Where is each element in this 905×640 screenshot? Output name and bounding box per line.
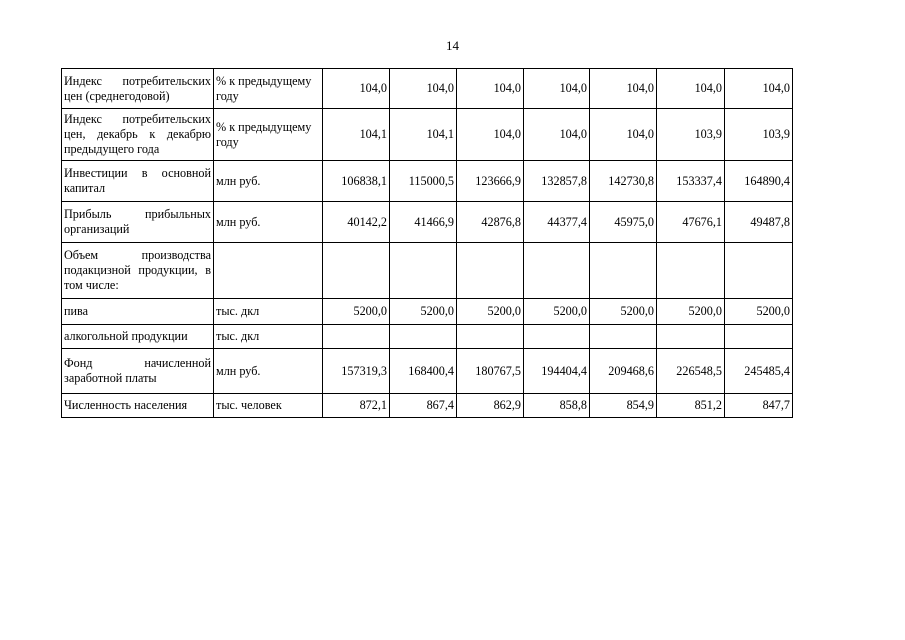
value-cell: 847,7 [725,394,793,418]
value-cell: 854,9 [590,394,657,418]
value-cell: 103,9 [657,109,725,161]
indicator-name: Численность населения [62,394,214,418]
indicator-unit [214,243,323,299]
value-cell: 104,1 [390,109,457,161]
value-cell: 103,9 [725,109,793,161]
table-row [62,243,793,299]
value-cell: 194404,4 [524,349,590,394]
indicator-name: Прибыль прибыльных организаций [62,202,214,243]
value-cell: 157319,3 [323,349,390,394]
value-cell: 104,0 [524,109,590,161]
value-cell: 5200,0 [457,299,524,325]
value-cell [390,243,457,299]
value-cell: 5200,0 [323,299,390,325]
value-cell [725,243,793,299]
indicator-name: Инвестиции в основной капитал [62,161,214,202]
value-cell: 180767,5 [457,349,524,394]
value-cell: 49487,8 [725,202,793,243]
indicator-unit: млн руб. [214,349,323,394]
value-cell [524,243,590,299]
value-cell: 132857,8 [524,161,590,202]
indicator-unit: % к предыдущему году [214,69,323,109]
indicator-name: Индекс потребительских цен, декабрь к декабрю предыдущего года [62,109,214,161]
value-cell: 41466,9 [390,202,457,243]
value-cell: 40142,2 [323,202,390,243]
indicator-unit: тыс. человек [214,394,323,418]
value-cell: 47676,1 [657,202,725,243]
table-row [62,202,793,243]
value-cell: 5200,0 [725,299,793,325]
value-cell [657,325,725,349]
value-cell [323,325,390,349]
table-row [62,325,793,349]
value-cell [590,243,657,299]
indicator-unit: % к предыдущему году [214,109,323,161]
indicator-name: Объем производства подакцизной продукции, в том числе: [62,243,214,299]
value-cell: 42876,8 [457,202,524,243]
value-cell [457,325,524,349]
value-cell: 164890,4 [725,161,793,202]
indicator-name: алкогольной продукции [62,325,214,349]
table-row [62,69,793,109]
indicator-name: Фонд начисленной заработной платы [62,349,214,394]
indicators-table [61,68,793,418]
table-row [62,161,793,202]
value-cell [590,325,657,349]
value-cell: 142730,8 [590,161,657,202]
indicator-unit: тыс. дкл [214,325,323,349]
value-cell: 5200,0 [524,299,590,325]
value-cell: 106838,1 [323,161,390,202]
value-cell: 858,8 [524,394,590,418]
value-cell [323,243,390,299]
value-cell: 44377,4 [524,202,590,243]
indicator-unit: млн руб. [214,202,323,243]
indicator-name: пива [62,299,214,325]
value-cell: 867,4 [390,394,457,418]
indicator-unit: млн руб. [214,161,323,202]
value-cell: 862,9 [457,394,524,418]
table-row [62,349,793,394]
value-cell: 153337,4 [657,161,725,202]
value-cell: 123666,9 [457,161,524,202]
value-cell: 226548,5 [657,349,725,394]
value-cell: 104,0 [524,69,590,109]
value-cell: 851,2 [657,394,725,418]
table-row [62,394,793,418]
value-cell: 245485,4 [725,349,793,394]
indicator-name: Индекс потребительских цен (среднегодовой) [62,69,214,109]
value-cell: 872,1 [323,394,390,418]
value-cell: 104,1 [323,109,390,161]
value-cell: 45975,0 [590,202,657,243]
table-row [62,299,793,325]
table-row [62,109,793,161]
value-cell: 104,0 [725,69,793,109]
value-cell: 209468,6 [590,349,657,394]
value-cell [457,243,524,299]
value-cell: 104,0 [390,69,457,109]
value-cell [524,325,590,349]
value-cell [390,325,457,349]
value-cell: 104,0 [657,69,725,109]
indicator-unit: тыс. дкл [214,299,323,325]
value-cell: 168400,4 [390,349,457,394]
value-cell: 115000,5 [390,161,457,202]
value-cell: 5200,0 [390,299,457,325]
value-cell: 104,0 [590,109,657,161]
value-cell: 104,0 [590,69,657,109]
value-cell [657,243,725,299]
page-number: 14 [446,38,459,53]
value-cell: 5200,0 [590,299,657,325]
value-cell [725,325,793,349]
value-cell: 5200,0 [657,299,725,325]
value-cell: 104,0 [457,69,524,109]
value-cell: 104,0 [457,109,524,161]
value-cell: 104,0 [323,69,390,109]
